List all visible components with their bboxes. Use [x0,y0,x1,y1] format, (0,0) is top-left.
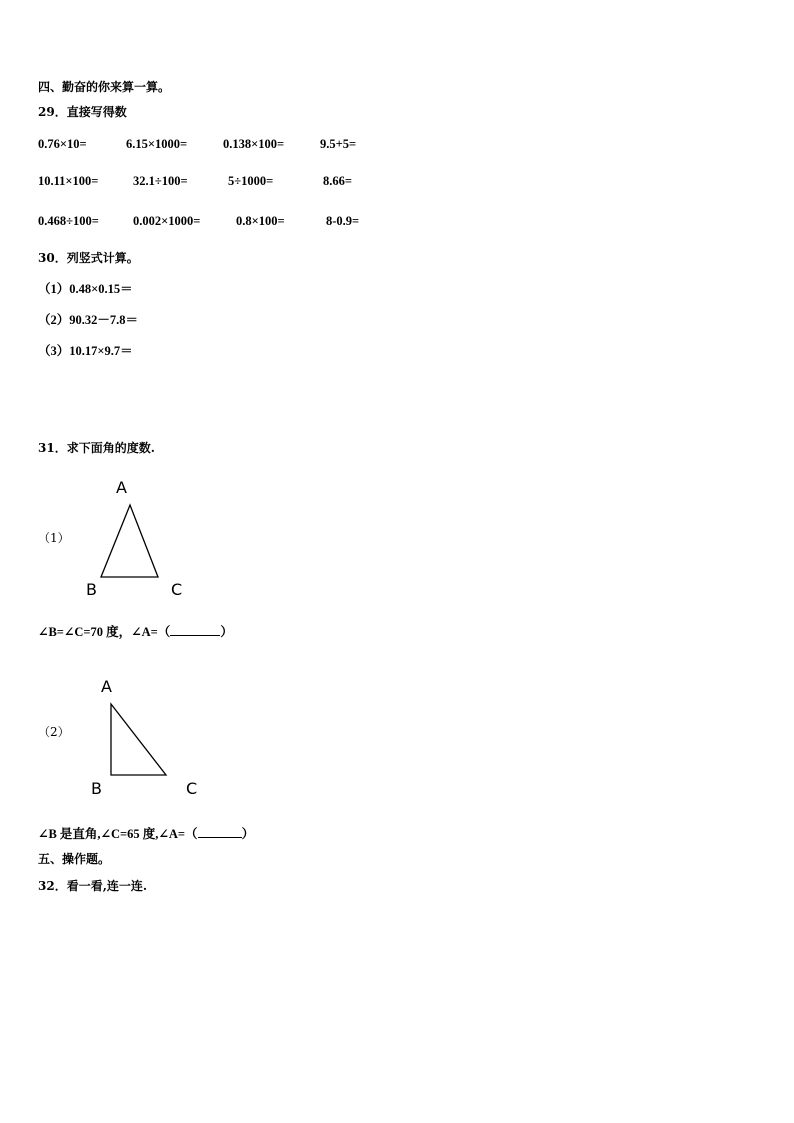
q29-expr: 8.66= [323,174,352,188]
q29-title: 29．直接写得数 [38,105,127,119]
q29-expr: 10.11×100= [38,174,99,188]
q31-part2-close-paren: ） [241,827,255,841]
q31-part1-label: （1） [38,531,70,545]
q29-expr: 0.8×100= [236,214,285,228]
triangle-abc [101,505,158,577]
q30-item-1: （1）0.48×0.15＝ [38,282,133,296]
vertex-label-b: B [91,779,102,798]
q29-expr: 0.002×1000= [133,214,201,228]
vertex-label-c: C [171,580,183,599]
q30-item-2: （2）90.32－7.8＝ [38,313,139,327]
q30-item-3: （3）10.17×9.7＝ [38,344,133,358]
q32-title: 32．看一看,连一连. [38,879,148,893]
q31-part1-close-paren: ） [220,625,233,639]
q31-part2-question [38,826,254,841]
q29-expr: 8-0.9= [326,214,360,228]
section-5-title: 五、操作题。 [38,852,111,866]
vertex-label-b: B [86,580,97,599]
q31-part2-label: （2） [38,725,70,739]
answer-blank[interactable] [170,624,220,636]
section-4-title: 四、勤奋的你来算一算。 [38,80,171,94]
vertex-label-c: C [186,779,198,798]
vertex-label-a: A [116,478,127,497]
q31-title: 31．求下面角的度数. [38,441,155,455]
right-triangle-figure [108,702,170,778]
q30-title: 30．列竖式计算。 [38,251,139,265]
q29-expr: 5÷1000= [228,174,274,188]
q31-part1-question-text: ∠B=∠C=70 度，∠A=（ [38,625,171,639]
q31-part2-question-text: ∠B 是直角,∠C=65 度,∠A=（ [38,827,198,841]
isosceles-triangle-figure [98,503,162,579]
vertex-label-a: A [101,677,112,696]
q29-expr: 6.15×1000= [126,137,188,151]
q29-expr: 32.1÷100= [133,174,188,188]
q31-part1-question [38,624,233,639]
q29-expr: 0.138×100= [223,137,285,151]
q29-expr: 9.5+5= [320,137,357,151]
answer-blank[interactable] [198,826,242,838]
q29-expr: 0.76×10= [38,137,87,151]
triangle-abc [111,704,166,775]
q29-expr: 0.468÷100= [38,214,99,228]
